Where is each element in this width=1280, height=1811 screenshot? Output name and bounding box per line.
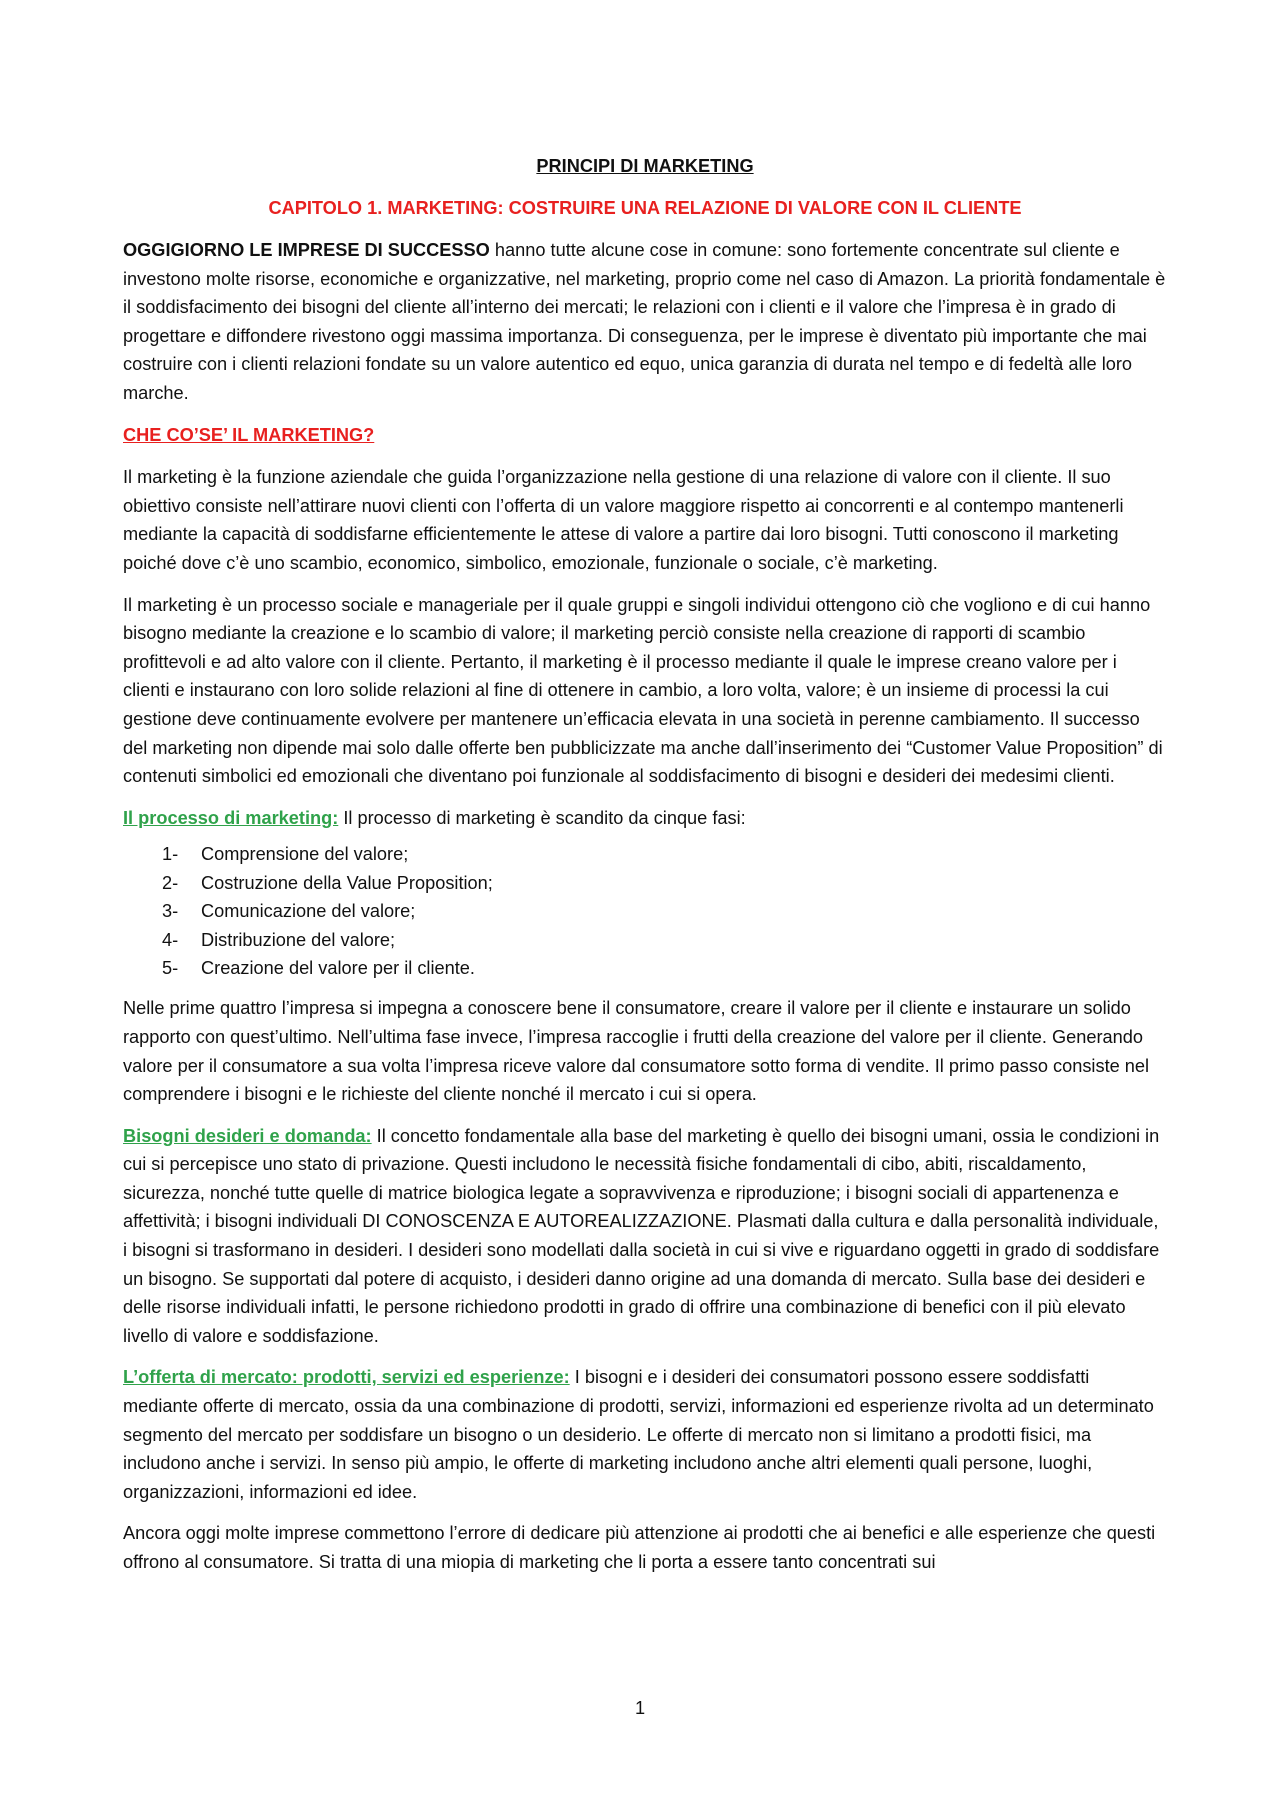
list-item-text: Distribuzione del valore;	[201, 929, 396, 950]
paragraph-phases: Nelle prime quattro l’impresa si impegna a conoscere bene il consumatore, creare il valore per il cliente e instaurare un solido rapporto con quest’ultimo. Nell’ultima fase invece, l’impresa raccoglie i frutti della creazione del valore per il cliente. Generando valore per il consumatore a sua volta l’impresa riceve valore dal consumatore sotto forma di vendite. Il primo passo consiste nel comprendere i bisogni e le richieste del cliente nonché il mercato i cui si opera.	[123, 998, 1150, 1105]
list-item-text: Costruzione della Value Proposition;	[201, 872, 493, 893]
paragraph-process-description: Il marketing è un processo sociale e manageriale per il quale gruppi e singoli individui ottengono ciò che vogliono e di cui hanno bisogno mediante la creazione e lo scambio di valore; il marketing perciò consiste nella creazione di rapporti di scambio profittevoli e ad alto valore con il cliente. Pertanto, il marketing è il processo mediante il quale le imprese creano valore per i clienti e instaurano con loro solide relazioni al fine di ottenere in cambio, a loro volta, valore; è un insieme di processi la cui gestione deve continuamente evolvere per mantenere un’efficacia elevata in una società in perenne cambiamento. Il successo del marketing non dipende mai solo dalle offerte ben pubblicizzate ma anche dall’inserimento dei “Customer Value Proposition” di contenuti simbolici ed emozionali che diventano poi funzionale al soddisfacimento di bisogni e desideri dei medesimi clienti.	[123, 594, 1163, 787]
intro-lead: OGGIGIORNO LE IMPRESE DI SUCCESSO	[123, 240, 490, 260]
intro-text: hanno tutte alcune cose in comune: sono fortemente concentrate sul cliente e investono molte risorse, economiche e organizzative, nel marketing, proprio come nel caso di Amazon. La priorità fondamentale è il soddisfacimento dei bisogni del cliente all’interno dei mercati; le relazioni con i clienti e il valore che l’impresa è in grado di progettare e diffondere rivestono oggi massima importanza. Di conseguenza, per le imprese è diventato più importante che mai costruire con i clienti relazioni fondate su un valore autentico ed equo, unica garanzia di durata nel tempo e di fedeltà alle loro marche.	[123, 240, 1166, 403]
chapter-heading: CAPITOLO 1. MARKETING: COSTRUIRE UNA RELAZIONE DI VALORE CON IL CLIENTE	[268, 198, 1022, 218]
process-paragraph	[123, 804, 1167, 833]
list-item-text: Comunicazione del valore;	[201, 901, 416, 922]
intro-paragraph	[123, 236, 1167, 408]
paragraph-definition: Il marketing è la funzione aziendale che guida l’organizzazione nella gestione di una relazione di valore con il cliente. Il suo obiettivo consiste nell’attirare nuovi clienti con l’offerta di un valore maggiore rispetto ai concorrenti e al contempo mantenerli mediante la capacità di soddisfarne efficientemente le attese di valore a partire dai loro bisogni. Tutti conoscono il marketing poiché dove c’è uno scambio, economico, simbolico, emozionale, funzionale o sociale, c’è marketing.	[123, 467, 1124, 573]
list-item-text: Creazione del valore per il cliente.	[201, 957, 475, 978]
list-item	[162, 954, 1167, 982]
paragraph-myopia: Ancora oggi molte imprese commettono l’errore di dedicare più attenzione ai prodotti che ai benefici e alle esperienze che questi offrono al consumatore. Si tratta di una miopia di marketing che li porta a essere tanto concentrati sui	[123, 1523, 1156, 1572]
offer-label: L’offerta di mercato: prodotti, servizi ed esperienze:	[123, 1367, 570, 1388]
process-text: Il processo di marketing è scandito da cinque fasi:	[338, 807, 746, 828]
list-item-number: 5-	[162, 957, 179, 978]
process-label: Il processo di marketing:	[123, 807, 339, 828]
offer-paragraph	[123, 1363, 1167, 1506]
document-title: PRINCIPI DI MARKETING	[536, 156, 754, 176]
needs-label: Bisogni desideri e domanda:	[123, 1125, 372, 1146]
list-item	[162, 840, 1167, 868]
list-item-text: Comprensione del valore;	[201, 844, 409, 865]
offer-text: I bisogni e i desideri dei consumatori possono essere soddisfatti mediante offerte di mercato, ossia da una combinazione di prodotti, servizi, informazioni ed esperienze rivolta ad un determinato segmento del mercato per soddisfare un bisogno o un desiderio. Le offerte di mercato non si limitano a prodotti fisici, ma includono anche i servizi. In senso più ampio, le offerte di marketing includono anche altri elementi quali persone, luoghi, organizzazioni, informazioni ed idee.	[123, 1367, 1154, 1502]
document-page	[123, 152, 1167, 1590]
list-item	[162, 897, 1167, 925]
needs-text: Il concetto fondamentale alla base del marketing è quello dei bisogni umani, ossia le condizioni in cui si percepisce uno stato di privazione. Questi includono le necessità fisiche fondamentali di cibo, abiti, riscaldamento, sicurezza, nonché tutte quelle di matrice biologica legate a sopravvivenza e riproduzione; i bisogni sociali di appartenenza e affettività; i bisogni individuali DI CONOSCENZA E AUTOREALIZZAZIONE. Plasmati dalla cultura e dalla personalità individuale, i bisogni si trasformano in desideri. I desideri sono modellati dalla società in cui si vive e riguardano oggetti in grado di soddisfare un bisogno. Se supportati dal potere di acquisto, i desideri danno origine ad una domanda di mercato. Sulla base dei desideri e delle risorse individuali infatti, le persone richiedono prodotti in grado di offrire una combinazione di benefici con il più elevato livello di valore e soddisfazione.	[123, 1125, 1160, 1346]
needs-paragraph	[123, 1122, 1167, 1351]
page-number: 1	[634, 1698, 646, 1718]
section-heading: CHE CO’SE’ IL MARKETING?	[123, 424, 375, 445]
list-item-number: 1-	[162, 844, 179, 865]
list-item-number: 3-	[162, 901, 179, 922]
list-item-number: 2-	[162, 872, 179, 893]
list-item	[162, 926, 1167, 954]
list-item	[162, 869, 1167, 897]
process-steps-list	[123, 840, 1167, 982]
list-item-number: 4-	[162, 929, 179, 950]
